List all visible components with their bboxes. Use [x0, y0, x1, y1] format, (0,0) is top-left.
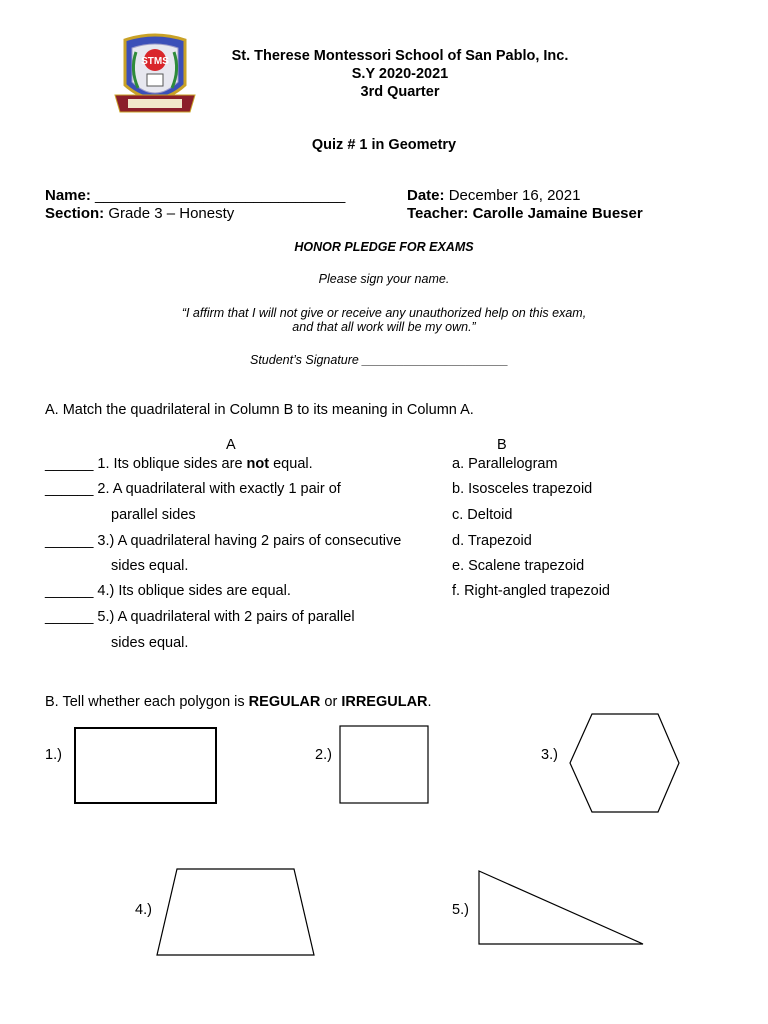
item-4-text: 4.) Its oblique sides are equal. — [97, 583, 291, 599]
signature-label: Student’s Signature — [250, 353, 359, 367]
choice-a: a. Parallelogram — [452, 456, 558, 472]
pledge-line-2: and that all work will be my own.” — [292, 320, 476, 334]
quarter: 3rd Quarter — [360, 84, 440, 100]
polygon-3-hexagon — [570, 714, 679, 812]
polygon-3-label: 3.) — [541, 747, 558, 763]
section-b-text: B. Tell whether each polygon is — [45, 694, 249, 710]
polygon-4-trapezoid — [157, 869, 314, 955]
irregular-keyword: IRREGULAR — [341, 694, 428, 710]
answer-blank[interactable]: ______ — [45, 609, 94, 625]
column-b-header: B — [497, 437, 507, 453]
item-5-text: 5.) A quadrilateral with 2 pairs of parallel — [97, 609, 355, 625]
answer-blank[interactable]: ______ — [45, 583, 94, 599]
choice-f: f. Right-angled trapezoid — [452, 583, 610, 599]
item-5-continued: sides equal. — [111, 635, 189, 651]
answer-blank[interactable]: ______ — [45, 481, 94, 497]
polygon-2-label: 2.) — [315, 747, 332, 763]
school-name: St. Therese Montessori School of San Pablo, Inc. — [231, 48, 569, 64]
polygon-1-label: 1.) — [45, 747, 62, 763]
polygon-4-label: 4.) — [135, 902, 152, 918]
choice-c: c. Deltoid — [452, 507, 513, 523]
quiz-title: Quiz # 1 in Geometry — [311, 137, 457, 153]
item-3-text: 3.) A quadrilateral having 2 pairs of consecutive — [97, 533, 402, 549]
item-2-continued: parallel sides — [111, 507, 196, 523]
answer-blank[interactable]: ______ — [45, 456, 94, 472]
section-b-period: . — [427, 694, 432, 710]
name-line: ______________________________ — [95, 187, 346, 204]
pledge-instruction: Please sign your name. — [318, 272, 450, 286]
signature-line: _____________________ — [362, 353, 509, 367]
section-a-instruction: A. Match the quadrilateral in Column B to its meaning in Column A. — [45, 402, 474, 418]
choice-e: e. Scalene trapezoid — [452, 558, 585, 574]
teacher-label: Teacher: — [407, 205, 469, 222]
column-a-header: A — [226, 437, 236, 453]
choice-d: d. Trapezoid — [452, 533, 532, 549]
name-label: Name: — [45, 187, 91, 204]
choice-b: b. Isosceles trapezoid — [452, 481, 593, 497]
date-value: December 16, 2021 — [448, 187, 581, 204]
logo-text: STMS — [141, 56, 169, 67]
pledge-line-1: “I affirm that I will not give or receive any unauthorized help on this exam, — [181, 306, 587, 320]
polygon-1-rectangle — [75, 728, 216, 803]
regular-keyword: REGULAR — [248, 694, 321, 710]
section-label: Section: — [45, 205, 105, 222]
section-value: Grade 3 – Honesty — [108, 205, 235, 222]
item-3-continued: sides equal. — [111, 558, 189, 574]
item-1-text: 1. Its oblique sides are — [97, 456, 247, 472]
teacher-value: Carolle Jamaine Bueser — [472, 205, 643, 222]
polygon-2-square — [340, 726, 428, 803]
date-label: Date: — [407, 187, 445, 204]
polygon-5-right-triangle — [479, 871, 643, 944]
school-year: S.Y 2020-2021 — [351, 66, 449, 82]
item-1-bold: not — [246, 456, 270, 472]
section-b-or: or — [320, 694, 342, 710]
answer-blank[interactable]: ______ — [45, 533, 94, 549]
pledge-title: HONOR PLEDGE FOR EXAMS — [294, 240, 474, 254]
item-1-end: equal. — [269, 456, 313, 472]
item-2-text: 2. A quadrilateral with exactly 1 pair of — [97, 481, 341, 497]
polygon-5-label: 5.) — [452, 902, 469, 918]
